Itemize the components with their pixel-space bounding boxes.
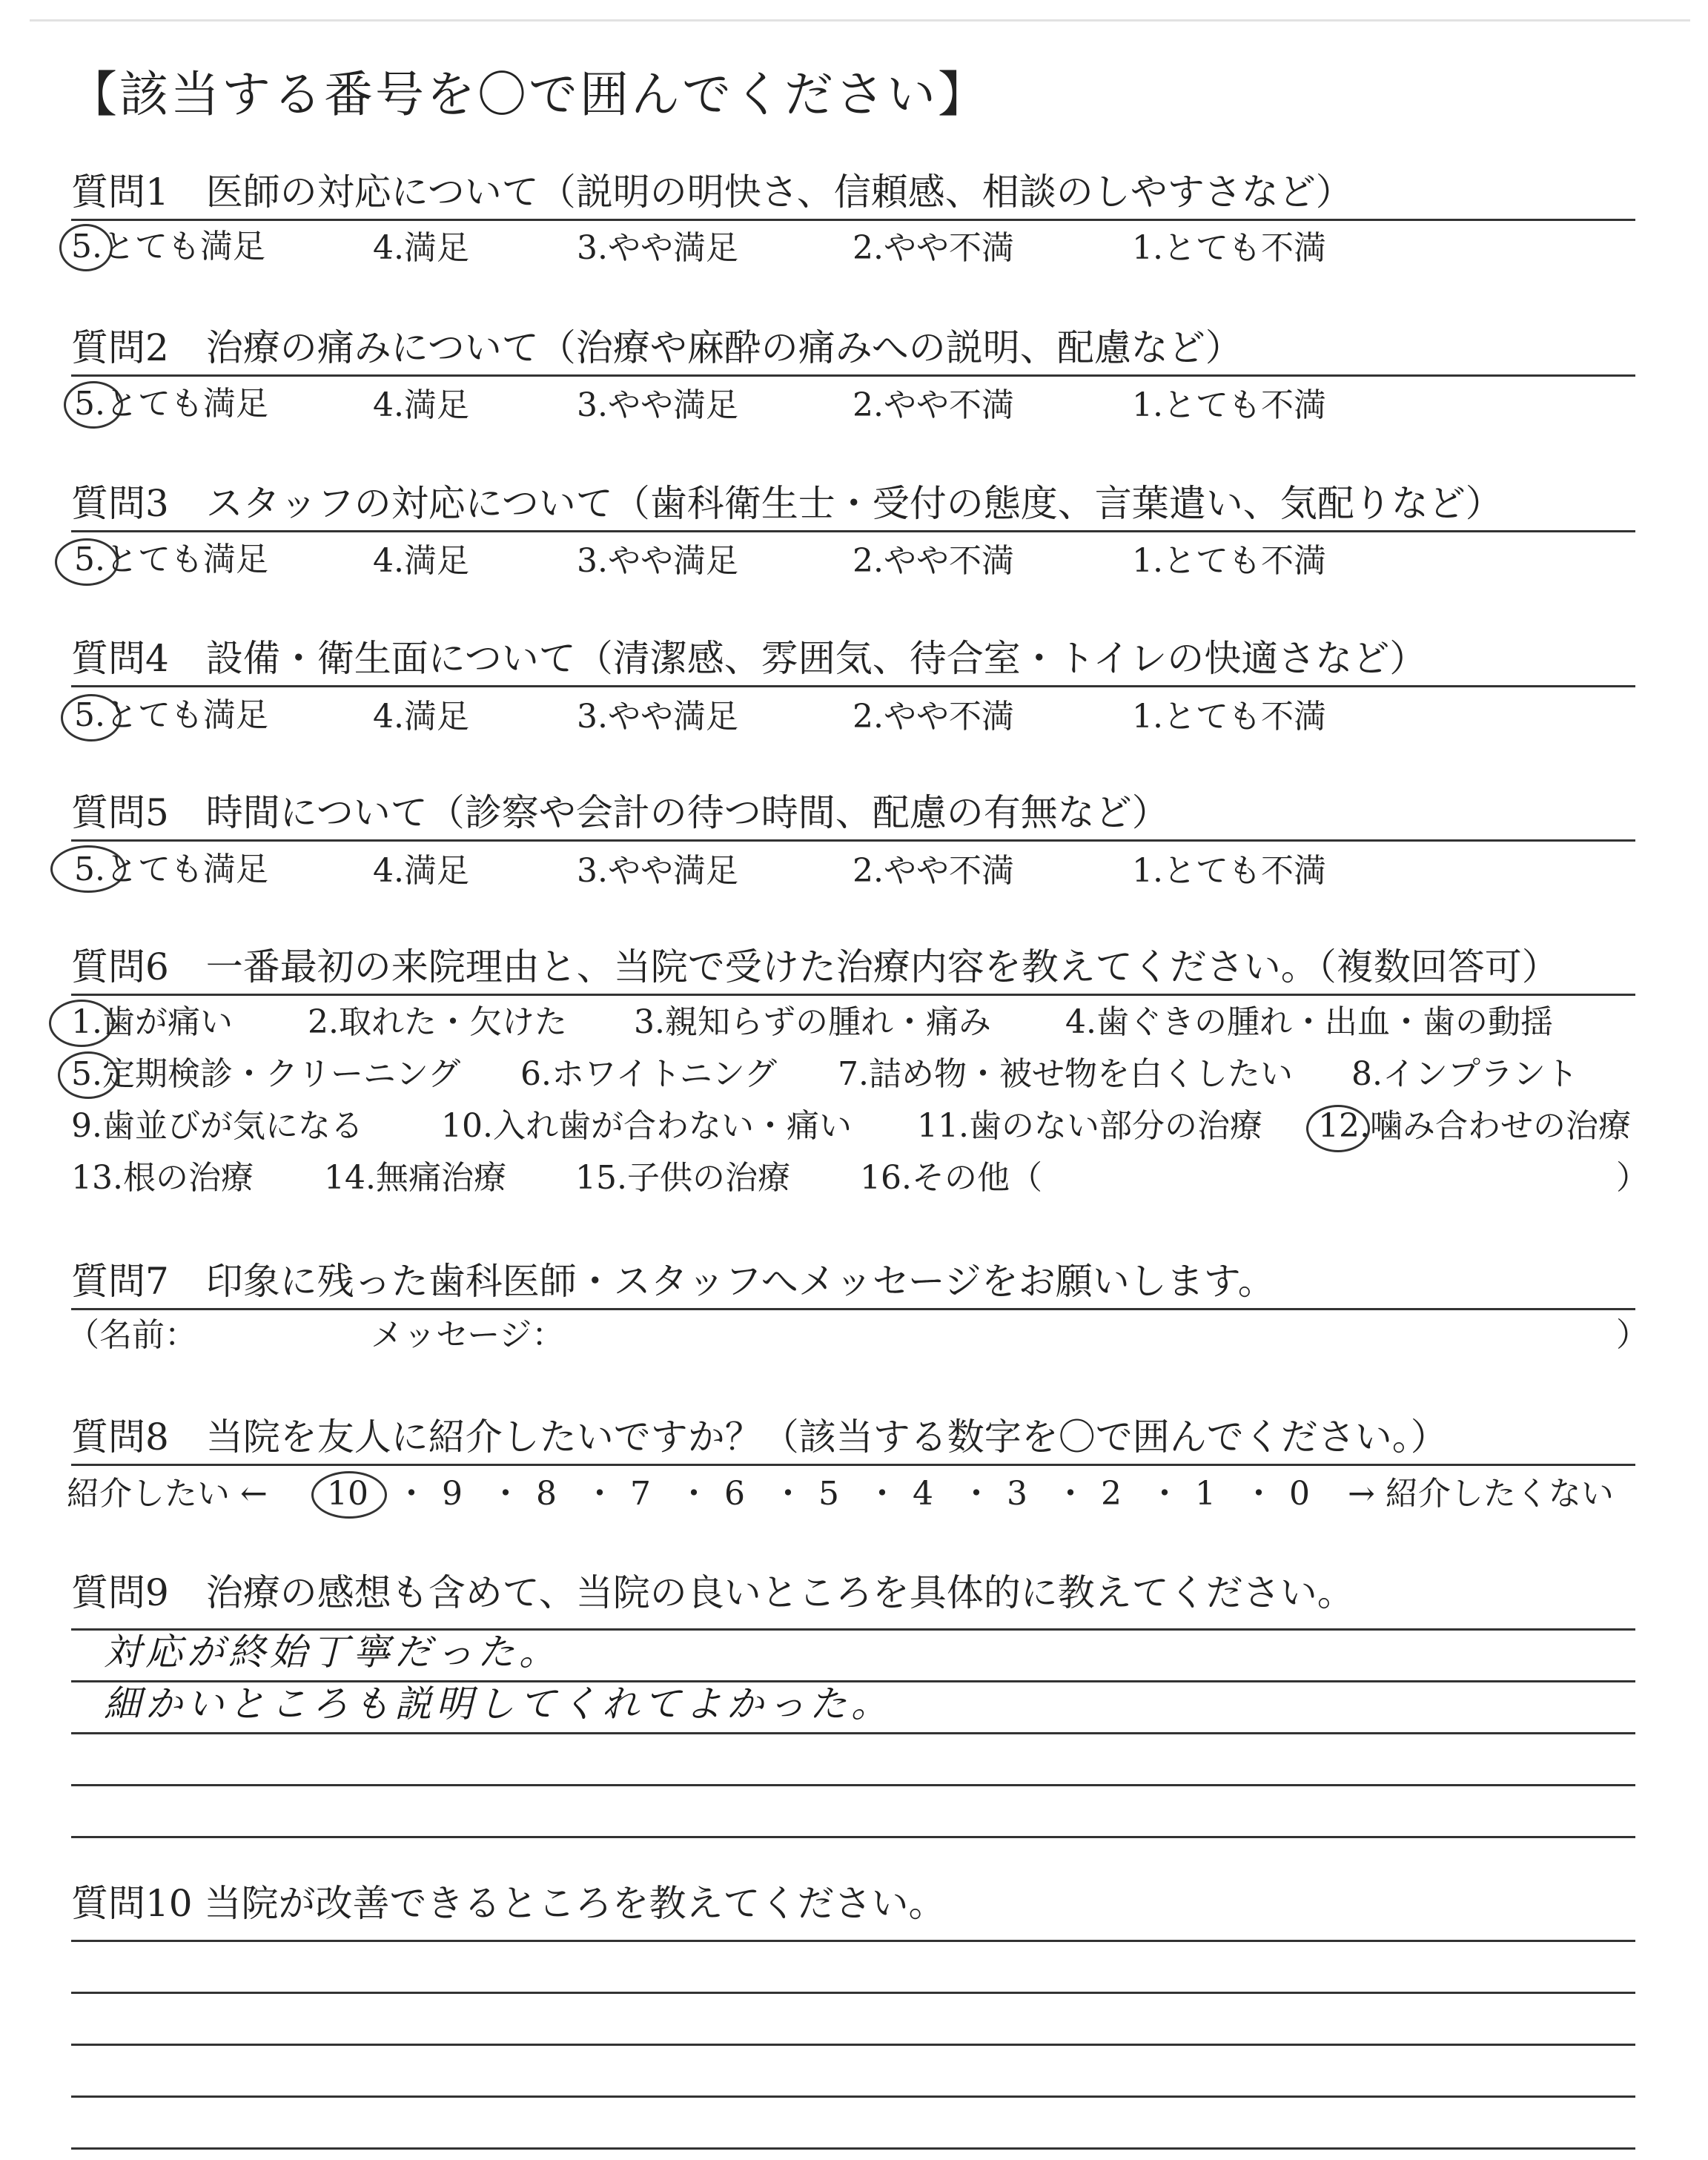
q8-score-0[interactable]: 0 (1289, 1475, 1310, 1513)
q8-left-label: 紹介したい ← (67, 1475, 268, 1513)
q6-option-11[interactable]: 11.歯のない部分の治療 (917, 1107, 1262, 1145)
q6-option-15[interactable]: 15.子供の治療 (575, 1159, 790, 1197)
q5-option-1[interactable]: 1.とても不満 (1132, 852, 1326, 890)
q8-score-4[interactable]: 4 (913, 1475, 933, 1513)
q9-handwritten-answer-1: 対応が終始丁寧だった。 (104, 1631, 560, 1674)
q9-handwritten-answer-2: 細かいところも説明してくれてよかった。 (104, 1682, 893, 1725)
q6-option-10[interactable]: 10.入れ歯が合わない・痛い (441, 1107, 852, 1145)
q1-option-1[interactable]: 1.とても不満 (1132, 229, 1326, 267)
q2-option-5[interactable]: 5.とても満足 (74, 385, 268, 423)
q8-score-9[interactable]: 9 (442, 1475, 463, 1513)
q8-dot: ・ (1148, 1475, 1181, 1513)
q4-option-2[interactable]: 2.やや不満 (853, 698, 1014, 736)
q8-score-6[interactable]: 6 (724, 1475, 745, 1513)
q6-option-4[interactable]: 4.歯ぐきの腫れ・出血・歯の動揺 (1065, 1003, 1553, 1041)
q3-option-1[interactable]: 1.とても不満 (1132, 542, 1326, 580)
q3-option-4[interactable]: 4.満足 (373, 542, 469, 580)
q4-option-1[interactable]: 1.とても不満 (1132, 698, 1326, 736)
q8-dot: ・ (960, 1475, 993, 1513)
q3-option-5[interactable]: 5.とても満足 (74, 541, 268, 578)
q10-answer-line (71, 1940, 1635, 1942)
question-7-rule (71, 1308, 1635, 1310)
question-5-rule (71, 839, 1635, 842)
q6-option-16[interactable]: 16.その他（ (860, 1159, 1042, 1197)
question-4: 質問4 設備・衛生面について（清潔感、雰囲気、待合室・トイレの快適さなど） (71, 637, 1427, 680)
q1-option-2[interactable]: 2.やや不満 (853, 229, 1014, 267)
q8-dot: ・ (678, 1475, 710, 1513)
q8-score-5[interactable]: 5 (818, 1475, 839, 1513)
q8-dot: ・ (489, 1475, 522, 1513)
question-6: 質問6 一番最初の来院理由と、当院で受けた治療内容を教えてください。（複数回答可） (71, 945, 1559, 988)
q6-option-3[interactable]: 3.親知らずの腫れ・痛み (634, 1003, 991, 1041)
question-3: 質問3 スタッフの対応について（歯科衛生士・受付の態度、言葉遣い、気配りなど） (71, 482, 1503, 525)
q6-option-12[interactable]: 12.噛み合わせの治療 (1318, 1107, 1631, 1145)
q6-option-7[interactable]: 7.詰め物・被せ物を白くしたい (838, 1055, 1293, 1093)
q3-option-3[interactable]: 3.やや満足 (577, 542, 738, 580)
question-4-rule (71, 685, 1635, 687)
q8-score-8[interactable]: 8 (536, 1475, 557, 1513)
question-3-rule (71, 530, 1635, 532)
q10-answer-line (71, 2147, 1635, 2150)
q6-option-1[interactable]: 1.歯が痛い (71, 1003, 233, 1041)
q8-dot: ・ (395, 1475, 428, 1513)
question-7: 質問7 印象に残った歯科医師・スタッフへメッセージをお願いします。 (71, 1260, 1275, 1303)
q3-option-2[interactable]: 2.やや不満 (853, 542, 1014, 580)
top-border (30, 19, 1690, 22)
q6-option-9[interactable]: 9.歯並びが気になる (71, 1107, 363, 1145)
q4-option-4[interactable]: 4.満足 (373, 698, 469, 736)
q8-score-3[interactable]: 3 (1007, 1475, 1027, 1513)
q2-option-4[interactable]: 4.満足 (373, 386, 469, 424)
q10-answer-line (71, 2044, 1635, 2046)
q8-score-2[interactable]: 2 (1101, 1475, 1122, 1513)
q6-option-13[interactable]: 13.根の治療 (71, 1159, 254, 1197)
q6-option-14[interactable]: 14.無痛治療 (324, 1159, 506, 1197)
q4-option-5[interactable]: 5.とても満足 (74, 696, 268, 734)
question-9: 質問9 治療の感想も含めて、当院の良いところを具体的に教えてください。 (71, 1571, 1354, 1614)
q8-dot: ・ (1242, 1475, 1275, 1513)
q6-option-5[interactable]: 5.定期検診・クリーニング (71, 1055, 461, 1093)
q7-close-paren: ） (1616, 1316, 1649, 1354)
q2-option-2[interactable]: 2.やや不満 (853, 386, 1014, 424)
question-1: 質問1 医師の対応について（説明の明快さ、信頼感、相談のしやすさなど） (71, 171, 1353, 214)
q5-option-4[interactable]: 4.満足 (373, 852, 469, 890)
question-10: 質問10 当院が改善できるところを教えてください。 (71, 1882, 946, 1925)
q7-message-label: メッセージ： (371, 1316, 565, 1354)
q6-option-8[interactable]: 8.インプラント (1351, 1055, 1578, 1093)
q8-score-10[interactable]: 10 (327, 1475, 368, 1513)
q1-option-3[interactable]: 3.やや満足 (577, 229, 738, 267)
q9-answer-line (71, 1784, 1635, 1786)
q6-option-2[interactable]: 2.取れた・欠けた (308, 1003, 567, 1041)
q2-option-3[interactable]: 3.やや満足 (577, 386, 738, 424)
q1-option-5[interactable]: 5.とても満足 (71, 228, 265, 265)
question-8: 質問8 当院を友人に紹介したいですか？（該当する数字を〇で囲んでください。） (71, 1416, 1448, 1459)
question-6-rule (71, 994, 1635, 996)
form-title: 【該当する番号を〇で囲んでください】 (68, 66, 989, 123)
q9-answer-line (71, 1732, 1635, 1734)
q8-score-7[interactable]: 7 (630, 1475, 651, 1513)
q8-dot: ・ (866, 1475, 898, 1513)
q7-name-label: （名前： (67, 1316, 197, 1354)
q8-right-label: → 紹介したくない (1348, 1475, 1614, 1513)
q4-option-3[interactable]: 3.やや満足 (577, 698, 738, 736)
q5-option-3[interactable]: 3.やや満足 (577, 852, 738, 890)
question-2: 質問2 治療の痛みについて（治療や麻酔の痛みへの説明、配慮など） (71, 326, 1242, 369)
q8-dot: ・ (583, 1475, 616, 1513)
q8-dot: ・ (1054, 1475, 1087, 1513)
q2-option-1[interactable]: 1.とても不満 (1132, 386, 1326, 424)
question-1-rule (71, 219, 1635, 221)
q8-score-1[interactable]: 1 (1195, 1475, 1216, 1513)
q6-option-6[interactable]: 6.ホワイトニング (520, 1055, 778, 1093)
q10-answer-line (71, 2095, 1635, 2098)
question-5: 質問5 時間について（診察や会計の待つ時間、配慮の有無など） (71, 791, 1169, 834)
q1-option-4[interactable]: 4.満足 (373, 229, 469, 267)
q9-answer-line (71, 1836, 1635, 1838)
q6-option-16-close: ） (1616, 1159, 1649, 1197)
question-8-rule (71, 1464, 1635, 1466)
q10-answer-line (71, 1992, 1635, 1994)
q8-dot: ・ (772, 1475, 804, 1513)
question-2-rule (71, 374, 1635, 377)
q5-option-5[interactable]: 5.とても満足 (74, 851, 268, 888)
q5-option-2[interactable]: 2.やや不満 (853, 852, 1014, 890)
